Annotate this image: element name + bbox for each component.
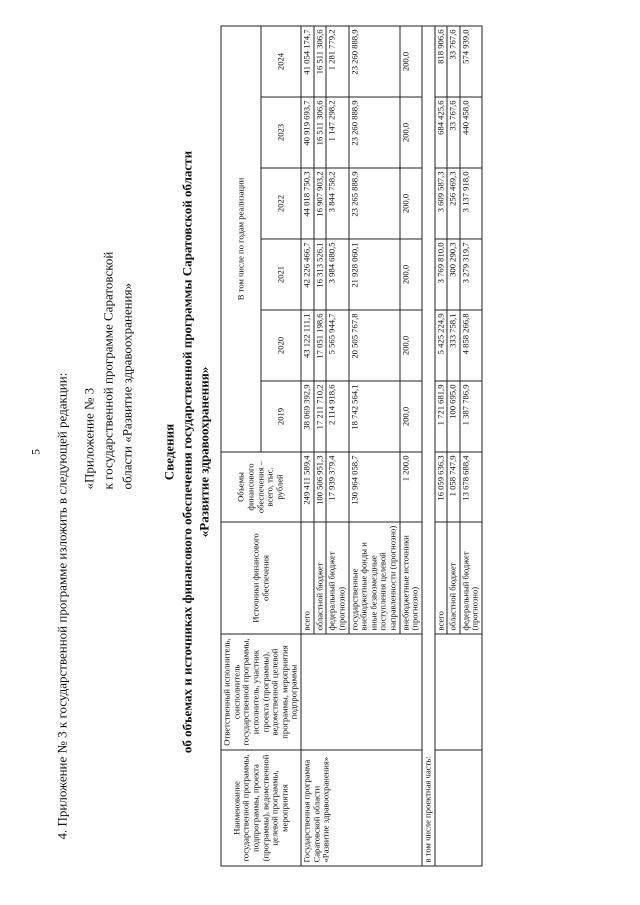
value-cell: 818 906,6 — [435, 26, 448, 97]
source-cell: федеральный бюджет (прогнозно) — [460, 522, 482, 634]
value-cell: 300 290,3 — [447, 239, 460, 310]
table-heading — [161, 10, 214, 895]
value-cell: 16 313 526,1 — [314, 239, 327, 310]
value-cell: 1 281 779,2 — [326, 26, 348, 97]
value-cell: 3 844 758,2 — [326, 168, 348, 239]
value-cell: 33 767,6 — [447, 26, 460, 97]
value-cell: 5 565 944,7 — [326, 310, 348, 381]
header-year: 2020 — [261, 310, 301, 381]
header-source: Источники финансового обеспечения — [221, 522, 301, 634]
appendix-line-2: к государственной программе Саратовской — [100, 251, 116, 490]
value-cell: 17 211 710,2 — [314, 381, 327, 452]
value-cell: 41 054 174,7 — [301, 26, 314, 97]
value-cell: 18 742 564,1 — [349, 381, 400, 452]
value-cell: 1 721 681,9 — [435, 381, 448, 452]
empty-executor-cell — [435, 634, 483, 750]
value-cell: 23 265 888,9 — [349, 168, 400, 239]
source-cell: областной бюджет — [447, 522, 460, 634]
value-cell: 256 469,3 — [447, 168, 460, 239]
value-cell: 200,0 — [400, 310, 422, 381]
value-cell: 23 260 888,9 — [349, 97, 400, 168]
source-cell: всего — [435, 522, 448, 634]
page-number: 5 — [28, 449, 43, 455]
value-cell: 100 695,0 — [447, 381, 460, 452]
value-cell: 5 425 224,9 — [435, 310, 448, 381]
source-cell: всего — [301, 522, 314, 634]
total-cell: 100 506 951,3 — [314, 452, 327, 522]
intro-text: 4. Приложение № 3 к государственной программе изложить в следующей редакции: — [54, 372, 70, 840]
empty-name-cell — [435, 750, 483, 866]
value-cell: 3 137 918,0 — [460, 168, 482, 239]
value-cell: 1 147 298,2 — [326, 97, 348, 168]
project-part-label: в том числе проектная часть: — [422, 26, 435, 866]
total-cell: 17 939 379,4 — [326, 452, 348, 522]
header-year: 2021 — [261, 239, 301, 310]
value-cell: 33 767,6 — [447, 97, 460, 168]
financing-table — [221, 25, 483, 866]
value-cell: 2 114 918,6 — [326, 381, 348, 452]
total-cell: 249 411 589,4 — [301, 452, 314, 522]
header-by-years: В том числе по годам реализации — [221, 26, 261, 452]
header-year: 2022 — [261, 168, 301, 239]
table-row — [301, 26, 314, 866]
value-cell: 200,0 — [400, 381, 422, 452]
header-executor: Ответственный исполнитель, соисполнитель государственной программы, исполнитель, участник проекта (программы), ведомственной целевой программы, мероприятия подпрограммы — [221, 634, 301, 750]
value-cell: 3 769 810,0 — [435, 239, 448, 310]
source-cell: государственные внебюджетные фонды и иные безвозмездные поступления целевой направленности (прогнозно) — [349, 522, 400, 634]
header-year: 2019 — [261, 381, 301, 452]
table-row — [435, 26, 448, 866]
value-cell: 40 919 693,7 — [301, 97, 314, 168]
value-cell: 17 051 198,6 — [314, 310, 327, 381]
value-cell: 200,0 — [400, 97, 422, 168]
value-cell: 23 260 888,9 — [349, 26, 400, 97]
value-cell: 43 122 111,1 — [301, 310, 314, 381]
value-cell: 16 511 306,6 — [314, 97, 327, 168]
value-cell: 200,0 — [400, 26, 422, 97]
program-name-cell: Государственная программа Саратовской области «Развитие здравоохранения» — [301, 750, 422, 866]
header-year: 2023 — [261, 97, 301, 168]
value-cell: 574 939,0 — [460, 26, 482, 97]
value-cell: 3 609 587,3 — [435, 168, 448, 239]
source-cell: областной бюджет — [314, 522, 327, 634]
value-cell: 21 928 060,1 — [349, 239, 400, 310]
header-year: 2024 — [261, 26, 301, 97]
value-cell: 440 458,0 — [460, 97, 482, 168]
value-cell: 1 387 786,9 — [460, 381, 482, 452]
appendix-line-3: области «Развитие здравоохранения» — [119, 283, 135, 490]
total-cell: 130 964 058,7 — [349, 452, 400, 522]
header-name: Наименование государственной программы, подпрограммы, проекта (программы), ведомственной целевой программы, мероприятия — [221, 750, 301, 866]
value-cell: 684 425,6 — [435, 97, 448, 168]
value-cell: 200,0 — [400, 239, 422, 310]
table-row — [422, 26, 435, 866]
source-cell: федеральный бюджет (прогнозно) — [326, 522, 348, 634]
value-cell: 16 907 903,2 — [314, 168, 327, 239]
heading-title: Сведения — [161, 423, 177, 481]
value-cell: 333 758,1 — [447, 310, 460, 381]
heading-line-1: об объемах и источниках финансового обеспечения государственной программы Саратовской области — [179, 150, 195, 754]
header-total: Объемы финансового обеспечения – всего, тыс. рублей — [221, 452, 301, 522]
heading-line-2: «Развитие здравоохранения» — [196, 366, 212, 538]
value-cell: 3 984 680,5 — [326, 239, 348, 310]
total-cell: 1 200,0 — [400, 452, 422, 522]
value-cell: 20 505 767,8 — [349, 310, 400, 381]
appendix-line-1: «Приложение № 3 — [81, 387, 97, 490]
total-cell: 16 059 636,3 — [435, 452, 448, 522]
value-cell: 16 511 306,6 — [314, 26, 327, 97]
value-cell: 4 858 266,8 — [460, 310, 482, 381]
total-cell: 1 058 747,9 — [447, 452, 460, 522]
value-cell: 200,0 — [400, 168, 422, 239]
rotated-page — [11, 10, 631, 895]
value-cell: 38 069 392,9 — [301, 381, 314, 452]
executor-cell — [301, 634, 422, 750]
source-cell: внебюджетные источники (прогнозно) — [400, 522, 422, 634]
total-cell: 13 678 688,4 — [460, 452, 482, 522]
value-cell: 3 279 319,7 — [460, 239, 482, 310]
value-cell: 44 018 750,3 — [301, 168, 314, 239]
appendix-note — [81, 220, 138, 490]
value-cell: 42 226 466,7 — [301, 239, 314, 310]
